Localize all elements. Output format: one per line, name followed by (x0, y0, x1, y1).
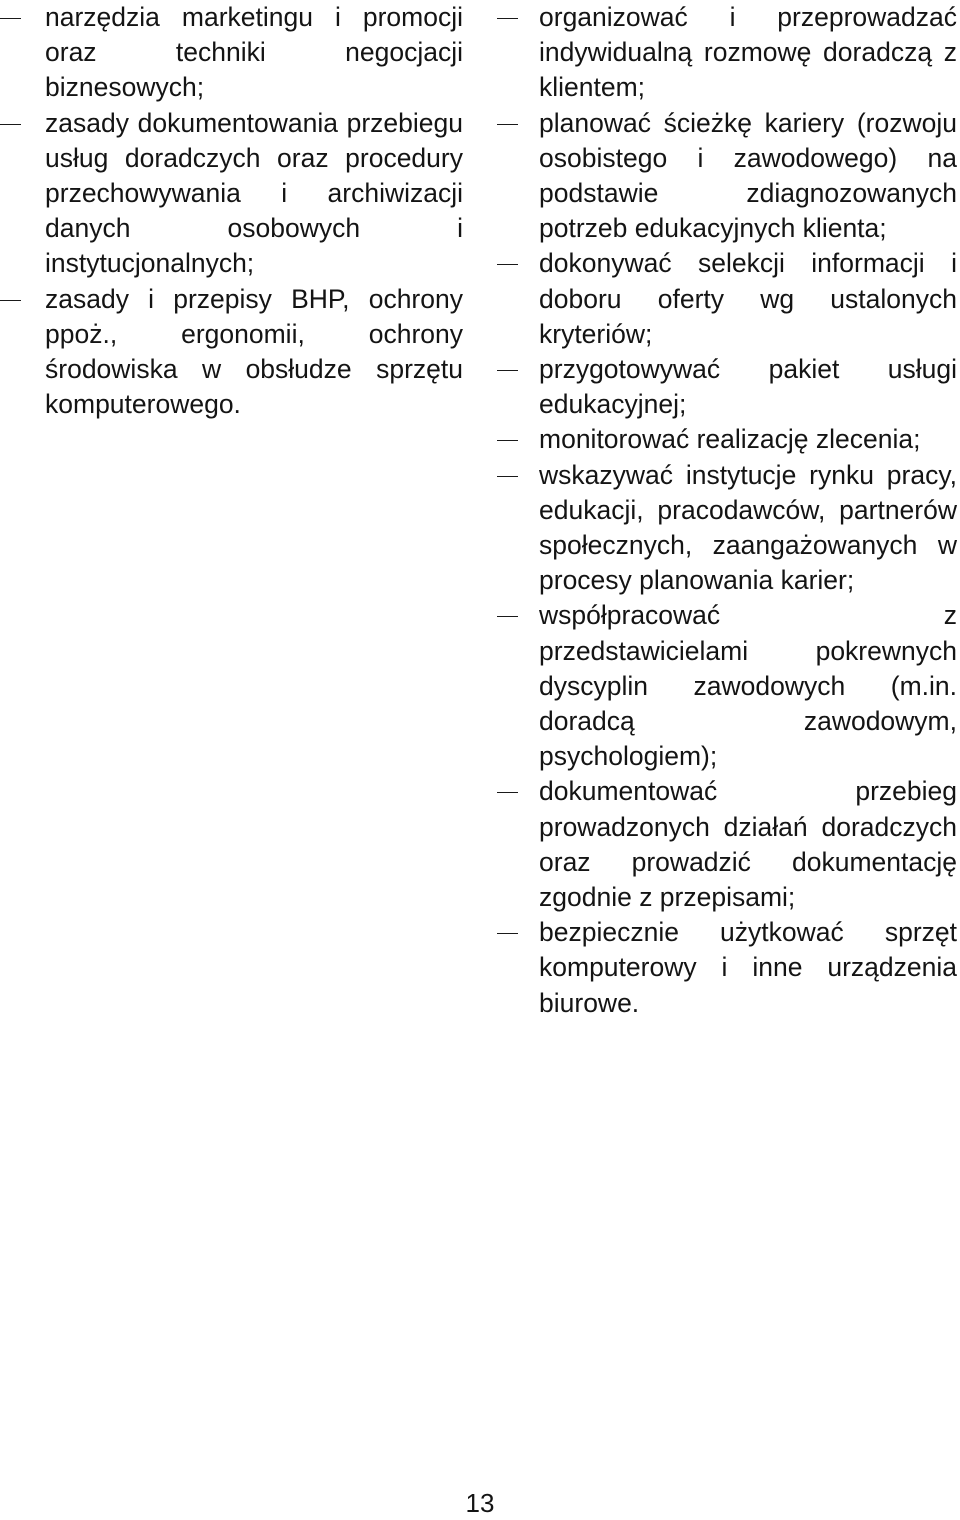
left-column-list (0, 0, 463, 422)
list-item (490, 106, 957, 247)
dash-bullet (0, 18, 21, 19)
list-item-text: planować ścieżkę kariery (rozwoju osobistego i zawodowego) na podstawie zdiagnozowanych potrzeb edukacyjnych klienta; (539, 107, 957, 244)
list-item-text: bezpiecznie użytkować sprzęt komputerowy i inne urządzenia biurowe. (539, 917, 957, 1018)
dash-bullet (497, 264, 518, 265)
list-item (490, 458, 957, 599)
right-column-list (490, 0, 957, 1021)
list-item (0, 106, 463, 282)
page-number: 13 (465, 1488, 495, 1518)
list-item-text: przygotowywać pakiet usługi edukacyjnej; (539, 354, 957, 420)
dash-bullet (497, 440, 518, 441)
dash-bullet (497, 933, 518, 934)
dash-bullet (0, 124, 21, 125)
list-item (490, 422, 957, 457)
dash-bullet (497, 792, 518, 793)
dash-bullet (497, 616, 518, 617)
list-item (0, 0, 463, 106)
list-item-text: monitorować realizację zlecenia; (539, 424, 921, 455)
list-item-text: organizować i przeprowadzać indywidualną rozmowę doradczą z klientem; (539, 2, 957, 103)
list-item-text: wskazywać instytucje rynku pracy, edukacji, pracodawców, partnerów społecznych, zaangażowanych w procesy planowania karier; (539, 459, 957, 596)
list-item-text: zasady i przepisy BHP, ochrony ppoż., ergonomii, ochrony środowiska w obsłudze sprzętu komputerowego. (45, 283, 463, 420)
list-item (490, 352, 957, 422)
list-item (490, 598, 957, 774)
dash-bullet (497, 476, 518, 477)
dash-bullet (497, 124, 518, 125)
list-item (490, 774, 957, 915)
list-item (0, 282, 463, 423)
dash-bullet (0, 300, 21, 301)
list-item-text: dokonywać selekcji informacji i doboru oferty wg ustalonych kryteriów; (539, 248, 957, 349)
list-item-text: dokumentować przebieg prowadzonych działań doradczych oraz prowadzić dokumentację zgodnie z przepisami; (539, 776, 957, 913)
dash-bullet (497, 370, 518, 371)
dash-bullet (497, 18, 518, 19)
list-item-text: zasady dokumentowania przebiegu usług doradczych oraz procedury przechowywania i archiwizacji danych osobowych i instytucjonalnych; (45, 107, 463, 279)
list-item (490, 0, 957, 106)
list-item (490, 246, 957, 352)
list-item (490, 915, 957, 1021)
list-item-text: współpracować z przedstawicielami pokrewnych dyscyplin zawodowych (m.in. doradcą zawodowym, psychologiem); (539, 600, 957, 772)
list-item-text: narzędzia marketingu i promocji oraz techniki negocjacji biznesowych; (45, 2, 463, 103)
